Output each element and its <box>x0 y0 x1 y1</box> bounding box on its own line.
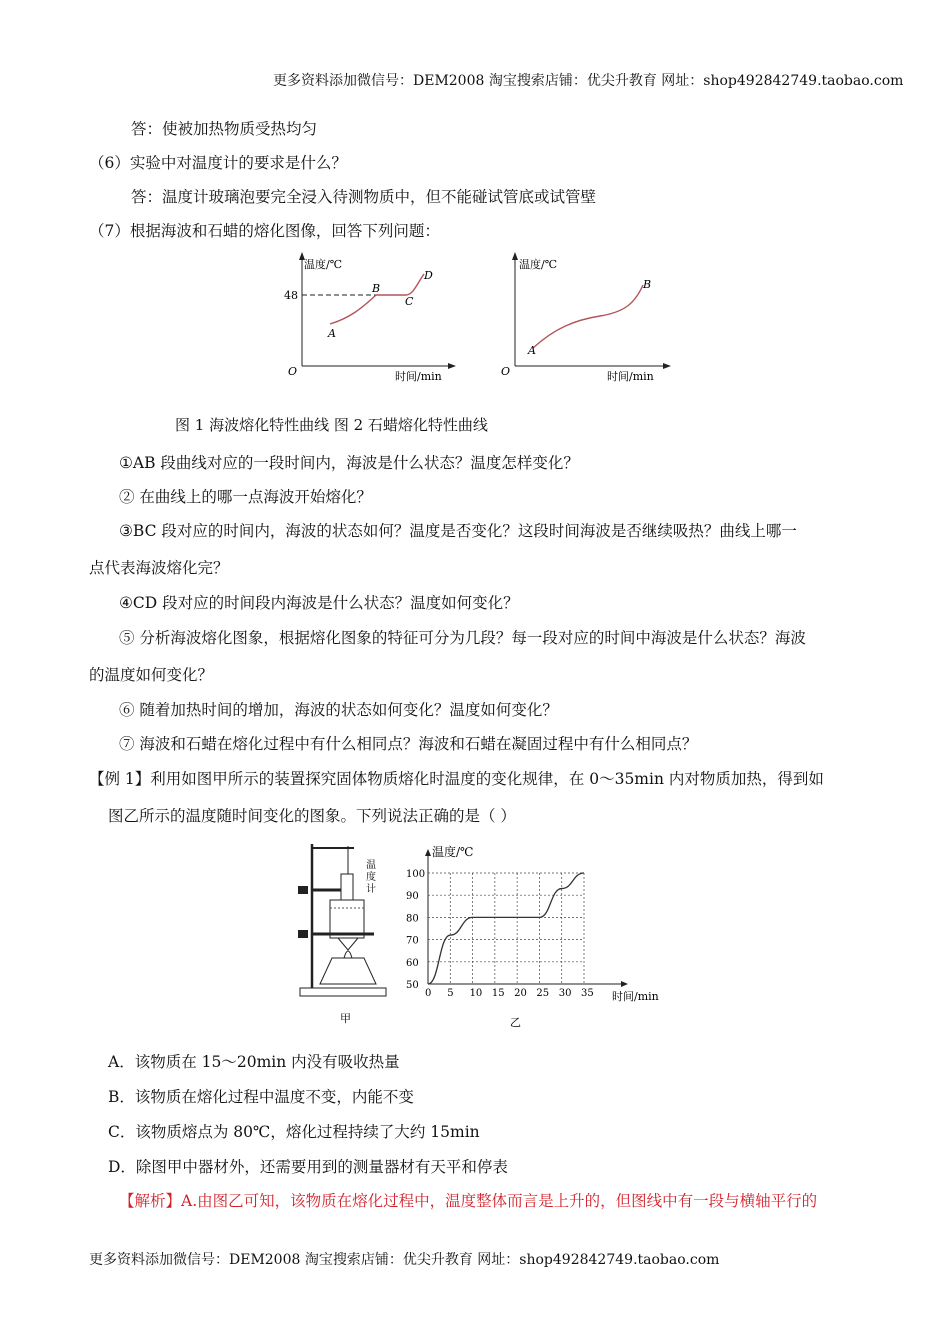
fig1-x-arrow <box>448 363 456 369</box>
chart-xlabel: 时间/min <box>612 990 659 1003</box>
fig2-y-arrow <box>512 252 518 260</box>
option-a: A．该物质在 15～20min 内没有吸收热量 <box>108 1053 400 1071</box>
chart-ytick-label: 100 <box>406 869 426 880</box>
beaker <box>330 900 364 938</box>
sub-question-1: ①AB 段曲线对应的一段时间内，海波是什么状态？温度怎样变化？ <box>119 454 579 472</box>
temperature-time-chart <box>400 836 670 1030</box>
chart-x-arrow <box>621 981 628 987</box>
fig2-point-b: B <box>643 278 652 291</box>
sub-question-7: ⑦ 海波和石蜡在熔化过程中有什么相同点？海波和石蜡在凝固过程中有什么相同点？ <box>119 735 698 753</box>
example-1-line1: 【例 1】利用如图甲所示的装置探究固体物质熔化时温度的变化规律，在 0～35min 内对物质加热，得到如 <box>89 770 824 788</box>
sub-question-5b: 的温度如何变化？ <box>89 666 214 684</box>
chart-xtick-label: 35 <box>581 988 594 999</box>
alcohol-lamp <box>320 958 376 984</box>
fig1-xlabel: 时间/min <box>395 370 442 383</box>
chart-ytick-label: 80 <box>406 913 419 925</box>
fig1-point-a: A <box>328 327 336 340</box>
chart-series-line <box>428 873 584 984</box>
analysis-tag: 【解析】 <box>119 1192 182 1210</box>
thermo-label-2: 度 <box>366 872 376 883</box>
fig2-x-arrow <box>663 363 671 369</box>
apparatus-label: 甲 <box>340 1012 351 1025</box>
chart-ytick-label: 60 <box>406 957 419 969</box>
stand-base <box>300 988 386 996</box>
analysis-line <box>119 1189 817 1211</box>
chart-ylabel: 温度/℃ <box>432 845 474 859</box>
thermo-label-3: 计 <box>366 884 376 895</box>
fig2-ylabel: 温度/℃ <box>519 258 558 271</box>
figure-caption: 图 1 海波熔化特性曲线 图 2 石蜡熔化特性曲线 <box>175 416 488 434</box>
option-c: C．该物质熔点为 80℃，熔化过程持续了大约 15min <box>108 1123 480 1141</box>
apparatus-diagram <box>292 838 392 1030</box>
gauze <box>338 938 358 950</box>
answer-5: 答：使被加热物质受热均匀 <box>131 120 318 138</box>
sub-question-2: ② 在曲线上的哪一点海波开始熔化？ <box>119 488 372 506</box>
option-d: D．除图甲中器材外，还需要用到的测量器材有天平和停表 <box>108 1158 508 1176</box>
fig1-point-c: C <box>405 295 414 308</box>
fig1-point-d: D <box>424 269 433 282</box>
chart-xtick-label: 30 <box>558 988 572 999</box>
fig1-ytick-48: 48 <box>284 289 298 302</box>
fig2-paraffin-melting-chart <box>495 248 675 388</box>
sub-question-3b: 点代表海波熔化完？ <box>89 559 229 577</box>
chart-xtick-label: 0 <box>425 988 432 999</box>
chart-xtick-label: 15 <box>491 988 505 999</box>
chart-y-arrow <box>425 849 431 856</box>
question-6: （6）实验中对温度计的要求是什么？ <box>89 154 347 172</box>
chart-ytick-label: 70 <box>406 935 419 947</box>
fig1-origin: O <box>288 365 298 378</box>
sub-question-4: ④CD 段对应的时间段内海波是什么状态？温度如何变化？ <box>119 594 519 612</box>
question-7: （7）根据海波和石蜡的熔化图像，回答下列问题： <box>89 222 440 240</box>
chart-xtick-label: 25 <box>536 988 550 999</box>
page-header: 更多资料添加微信号：DEM2008 淘宝搜索店铺：优尖升教育 网址：shop492842749.taobao.com <box>273 73 904 89</box>
fig2-point-a: A <box>528 344 536 357</box>
clamp-knob-2 <box>298 930 308 938</box>
sub-question-3a: ③BC 段对应的时间内，海波的状态如何？温度是否变化？这段时间海波是否继续吸热？曲线上哪一 <box>119 522 797 540</box>
chart-xtick-label: 5 <box>447 988 454 999</box>
example-1-line2: 图乙所示的温度随时间变化的图象。下列说法正确的是（ ） <box>108 807 516 825</box>
analysis-text: A.由图乙可知，该物质在熔化过程中，温度整体而言是上升的，但图线中有一段与横轴平行的 <box>181 1192 818 1210</box>
clamp-knob-1 <box>298 886 308 894</box>
page-footer: 更多资料添加微信号：DEM2008 淘宝搜索店铺：优尖升教育 网址：shop492842749.taobao.com <box>89 1252 720 1268</box>
chart-ytick-label: 90 <box>406 891 419 903</box>
fig2-xlabel: 时间/min <box>607 370 654 383</box>
fig2-curve <box>533 285 643 348</box>
chart-xtick-label: 20 <box>514 988 527 999</box>
sub-question-5a: ⑤ 分析海波熔化图象，根据熔化图象的特征可分为几段？每一段对应的时间中海波是什么状态？海波 <box>119 629 806 647</box>
fig1-hypo-melting-chart <box>280 248 460 388</box>
fig2-origin: O <box>501 365 511 378</box>
thermo-label-1: 温 <box>366 860 376 871</box>
sub-question-6: ⑥ 随着加热时间的增加，海波的状态如何变化？温度如何变化？ <box>119 701 558 719</box>
chart-ytick-label: 50 <box>406 980 419 991</box>
flame <box>344 951 352 958</box>
option-b: B．该物质在熔化过程中温度不变，内能不变 <box>108 1088 414 1106</box>
chart-xtick-label: 10 <box>469 988 483 999</box>
fig1-point-b: B <box>372 282 381 295</box>
chart-label: 乙 <box>510 1016 521 1029</box>
fig1-ylabel: 温度/℃ <box>304 258 343 271</box>
answer-6: 答：温度计玻璃泡要完全浸入待测物质中，但不能碰试管底或试管壁 <box>131 188 597 206</box>
